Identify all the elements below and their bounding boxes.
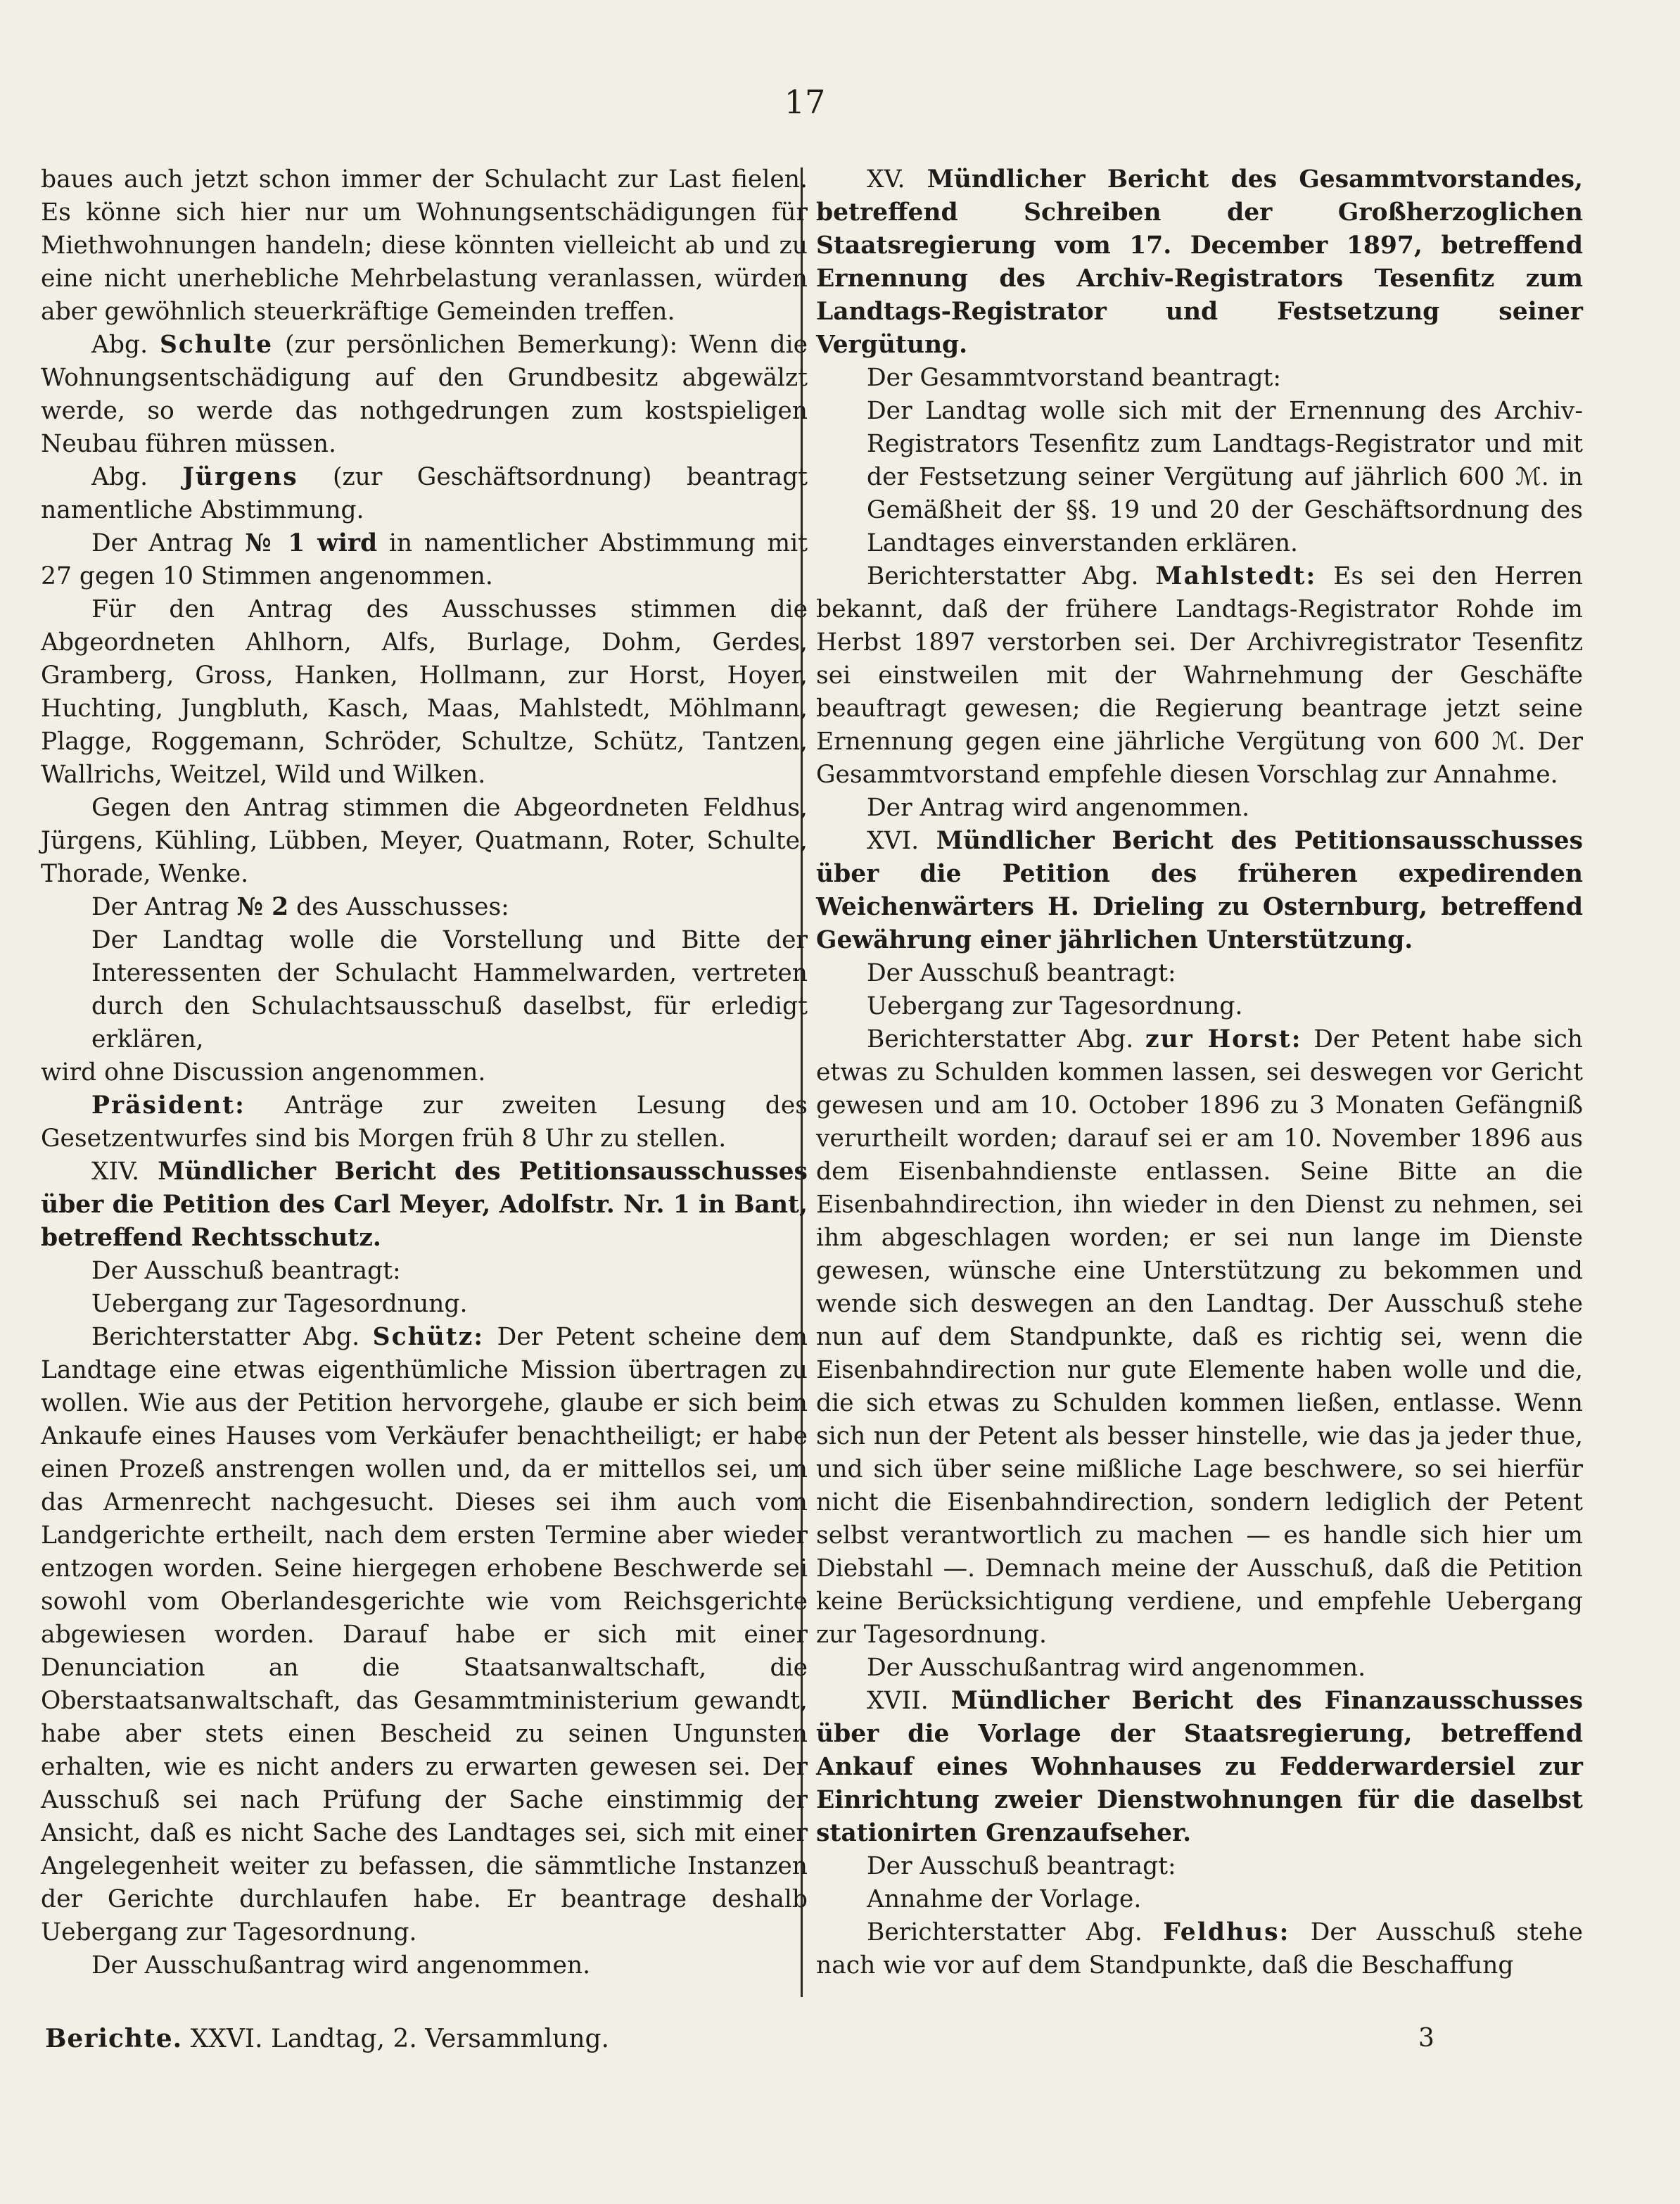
paragraph: Der Ausschuß beantragt: (867, 1852, 1176, 1880)
motion-quote: Uebergang zur Tagesordnung. (91, 1290, 468, 1318)
speaker-name: Präsident: (91, 1091, 246, 1120)
speech-text: Der Petent habe sich etwas zu Schulden kommen lassen, sei deswegen vor Gericht gewesen und am 10. October 1896 zu 3 Monaten Gefängniß verurtheilt worden; darauf sei er am 10. November 1896 aus dem Eisenbahndienste entlassen. Seine Bitte an die Eisenbahndirection, ihn wieder in den Dienst zu nehmen, sei ihm abgeschlagen worden; er sei nun lange im Dienste gewesen, wünsche eine Unterstützung zu bekommen und wende sich deswegen an den Landtag. Der Ausschuß stehe nun auf dem Standpunkte, daß es richtig sei, wenn die Eisenbahndirection nur gute Elemente haben wolle und die, die sich etwas zu Schulden kommen ließen, entlasse. Wenn sich nun der Petent als besser hinstelle, wie das ja jeder thue, und sich über seine mißliche Lage beschwere, so sei hierfür nicht die Eisenbahndirection, sondern lediglich der Petent selbst verantwortlich zu machen — es handle sich hier um Diebstahl —. Demnach meine der Ausschuß, daß die Petition keine Berücksichtigung verdiene, und empfehle Uebergang zur Tagesordnung. (816, 1025, 1584, 1649)
speaker-prefix: Berichterstatter Abg. (91, 1323, 360, 1351)
speaker-name: Jürgens (182, 463, 298, 491)
section-number: XIV. (91, 1158, 140, 1186)
page-number: 17 (784, 83, 826, 121)
motion-number: № 1 wird (245, 529, 378, 557)
vote-list-against: Gegen den Antrag stimmen die Abgeordneten Feldhus, Jürgens, Kühling, Lübben, Meyer, Quatmann, Roter, Schulte, Thorade, Wenke. (41, 794, 808, 888)
motion-number: № 2 (236, 893, 289, 921)
paragraph: baues auch jetzt schon immer der Schulacht zur Last fielen. Es könne sich hier nur um Wohnungsentschädigungen für Miethwohnungen handeln; diese könnten vielleicht ab und zu eine nicht unerhebliche Mehrbelastung veranlassen, würden aber gewöhnlich steuerkräftige Gemeinden treffen. (41, 165, 808, 326)
motion-quote: Annahme der Vorlage. (867, 1885, 1142, 1913)
paragraph (816, 560, 1583, 792)
series-title: Berichte. (45, 2024, 183, 2053)
motion-quote: Der Landtag wolle sich mit der Ernennung des Archiv-Registrators Tesenfitz zum Landtags-Registrator und mit der Festsetzung seiner Vergütung auf jährlich 600 ℳ. in Gemäßheit der §§. 19 und 20 der Geschäftsordnung des Landtages einverstanden erklären. (867, 397, 1583, 557)
signature-mark: 3 (1418, 2024, 1434, 2053)
speech-text: (zur persönlichen Bemerkung): Wenn die Wohnungsentschädigung auf den Grundbesitz abgewälzt werde, so werde das nothgedrungen zum kostspieligen Neubau führen müssen. (41, 331, 808, 458)
paragraph (816, 1916, 1583, 1982)
paragraph: Der Gesammtvorstand beantragt: (867, 364, 1282, 392)
speaker-name: Mahlstedt: (1155, 562, 1317, 590)
speech-text: Anträge zur zweiten Lesung des Gesetzentwurfes sind bis Morgen früh 8 Uhr zu stellen. (41, 1091, 808, 1153)
speaker-name: Schütz: (372, 1323, 485, 1351)
section-number: XV. (867, 165, 905, 194)
section-title: Mündlicher Bericht des Petitionsausschusses über die Petition des früheren expedirenden Weichenwärters H. Drieling zu Osternburg, betreffend Gewährung einer jährlichen Unterstützung. (816, 827, 1583, 954)
speech-text: (zur Geschäftsordnung) beantragt namentliche Abstimmung. (41, 463, 808, 524)
paragraph (41, 1089, 808, 1155)
series-subtitle: XXVI. Landtag, 2. Versammlung. (190, 2025, 609, 2053)
right-column (816, 163, 1583, 1982)
speech-text: Es sei den Herren bekannt, daß der frühere Landtags-Registrator Rohde im Herbst 1897 verstorben sei. Der Archivregistrator Tesenfitz sei einstweilen mit der Wahrnehmung der Geschäfte beauftragt gewesen; die Regierung beantrage jetzt seine Ernennung gegen eine jährliche Vergütung von 600 ℳ. Der Gesammtvorstand empfehle diesen Vorschlag zur Annahme. (816, 562, 1584, 789)
section-title: Mündlicher Bericht des Gesammtvorstandes, betreffend Schreiben der Großherzoglichen Staatsregierung vom 17. December 1897, betreffend Ernennung des Archiv-Registrators Tesenfitz zum Landtags-Registrator und Festsetzung seiner Vergütung. (816, 165, 1584, 359)
speaker-name: Schulte (160, 331, 274, 359)
section-title: Mündlicher Bericht des Finanzausschusses über die Vorlage der Staatsregierung, betreffend Ankauf eines Wohnhauses zu Fedderwardersiel zur Einrichtung zweier Dienstwohnungen für die daselbst stationirten Grenzaufseher. (816, 1687, 1583, 1847)
text-run: in namentlicher Abstimmung mit 27 gegen 10 Stimmen angenommen. (41, 529, 808, 590)
text-run: des Ausschusses: (296, 893, 509, 921)
speaker-prefix: Berichterstatter Abg. (867, 1918, 1143, 1946)
section-heading (816, 163, 1583, 362)
section-number: XVII. (867, 1687, 929, 1715)
motion-quote: Der Landtag wolle die Vorstellung und Bitte der Interessenten der Schulacht Hammelwarden, vertreten durch den Schulachtsausschuß daselbst, für erledigt erklären, (91, 926, 808, 1053)
paragraph (41, 461, 808, 527)
paragraph: wird ohne Discussion angenommen. (41, 1058, 486, 1087)
vote-list-for: Für den Antrag des Ausschusses stimmen die Abgeordneten Ahlhorn, Alfs, Burlage, Dohm, Gerdes, Gramberg, Gross, Hanken, Hollmann, zur Horst, Hoyer, Huchting, Jungbluth, Kasch, Maas, Mahlstedt, Möhlmann, Plagge, Roggemann, Schröder, Schultze, Schütz, Tantzen, Wallrichs, Weitzel, Wild und Wilken. (41, 595, 808, 789)
text-run: Der Antrag (91, 529, 234, 557)
section-heading (816, 825, 1583, 957)
paragraph: Der Antrag wird angenommen. (867, 794, 1250, 822)
paragraph: Der Ausschußantrag wird angenommen. (867, 1654, 1366, 1682)
text-run: Der Antrag (91, 893, 229, 921)
speech-text: Der Petent scheine dem Landtage eine etwas eigenthümliche Mission übertragen zu wollen. Wie aus der Petition hervorgehe, glaube er sich beim Ankaufe eines Hauses vom Verkäufer benachtheiligt; er habe einen Prozeß anstrengen wollen und, da er mittellos sei, um das Armenrecht nachgesucht. Dieses sei ihm auch vom Landgerichte ertheilt, nach dem ersten Termine aber wieder entzogen worden. Seine hiergegen erhobene Beschwerde sei sowohl vom Oberlandesgerichte wie vom Reichsgerichte abgewiesen worden. Darauf habe er sich mit einer Denunciation an die Staatsanwaltschaft, die Oberstaatsanwaltschaft, das Gesammtministerium gewandt, habe aber stets einen Bescheid zu seinen Ungunsten erhalten, wie es nicht anders zu erwarten gewesen sei. Der Ausschuß sei nach Prüfung der Sache einstimmig der Ansicht, daß es nicht Sache des Landtages sei, sich mit einer Angelegenheit weiter zu befassen, die sämmtliche Instanzen der Gerichte durchlaufen habe. Er beantrage deshalb Uebergang zur Tagesordnung. (41, 1323, 808, 1946)
speech-text: Der Ausschuß stehe nach wie vor auf dem Standpunkte, daß die Beschaffung (816, 1918, 1584, 1980)
paragraph (41, 891, 808, 924)
paragraph: Der Ausschußantrag wird angenommen. (91, 1951, 591, 1980)
section-heading (816, 1685, 1583, 1850)
paragraph: Der Ausschuß beantragt: (91, 1257, 401, 1285)
series-line (45, 2024, 609, 2053)
section-heading (41, 1155, 808, 1255)
left-column (41, 163, 808, 1982)
speaker-prefix: Abg. (91, 463, 148, 491)
paragraph (41, 329, 808, 461)
paragraph (816, 1023, 1583, 1652)
paragraph (41, 527, 808, 593)
speaker-prefix: Berichterstatter Abg. (867, 1025, 1134, 1053)
speaker-prefix: Berichterstatter Abg. (867, 562, 1139, 590)
speaker-prefix: Abg. (91, 331, 148, 359)
motion-quote: Uebergang zur Tagesordnung. (867, 992, 1243, 1020)
paragraph: Der Ausschuß beantragt: (867, 959, 1176, 987)
section-title: Mündlicher Bericht des Petitionsausschusses über die Petition des Carl Meyer, Adolfstr. Nr. 1 in Bant, betreffend Rechtsschutz. (41, 1158, 808, 1252)
paragraph (41, 1321, 808, 1949)
speaker-name: Feldhus: (1163, 1918, 1290, 1946)
section-number: XVI. (867, 827, 919, 855)
page-footer (45, 2024, 1593, 2063)
speaker-name: zur Horst: (1145, 1025, 1302, 1053)
